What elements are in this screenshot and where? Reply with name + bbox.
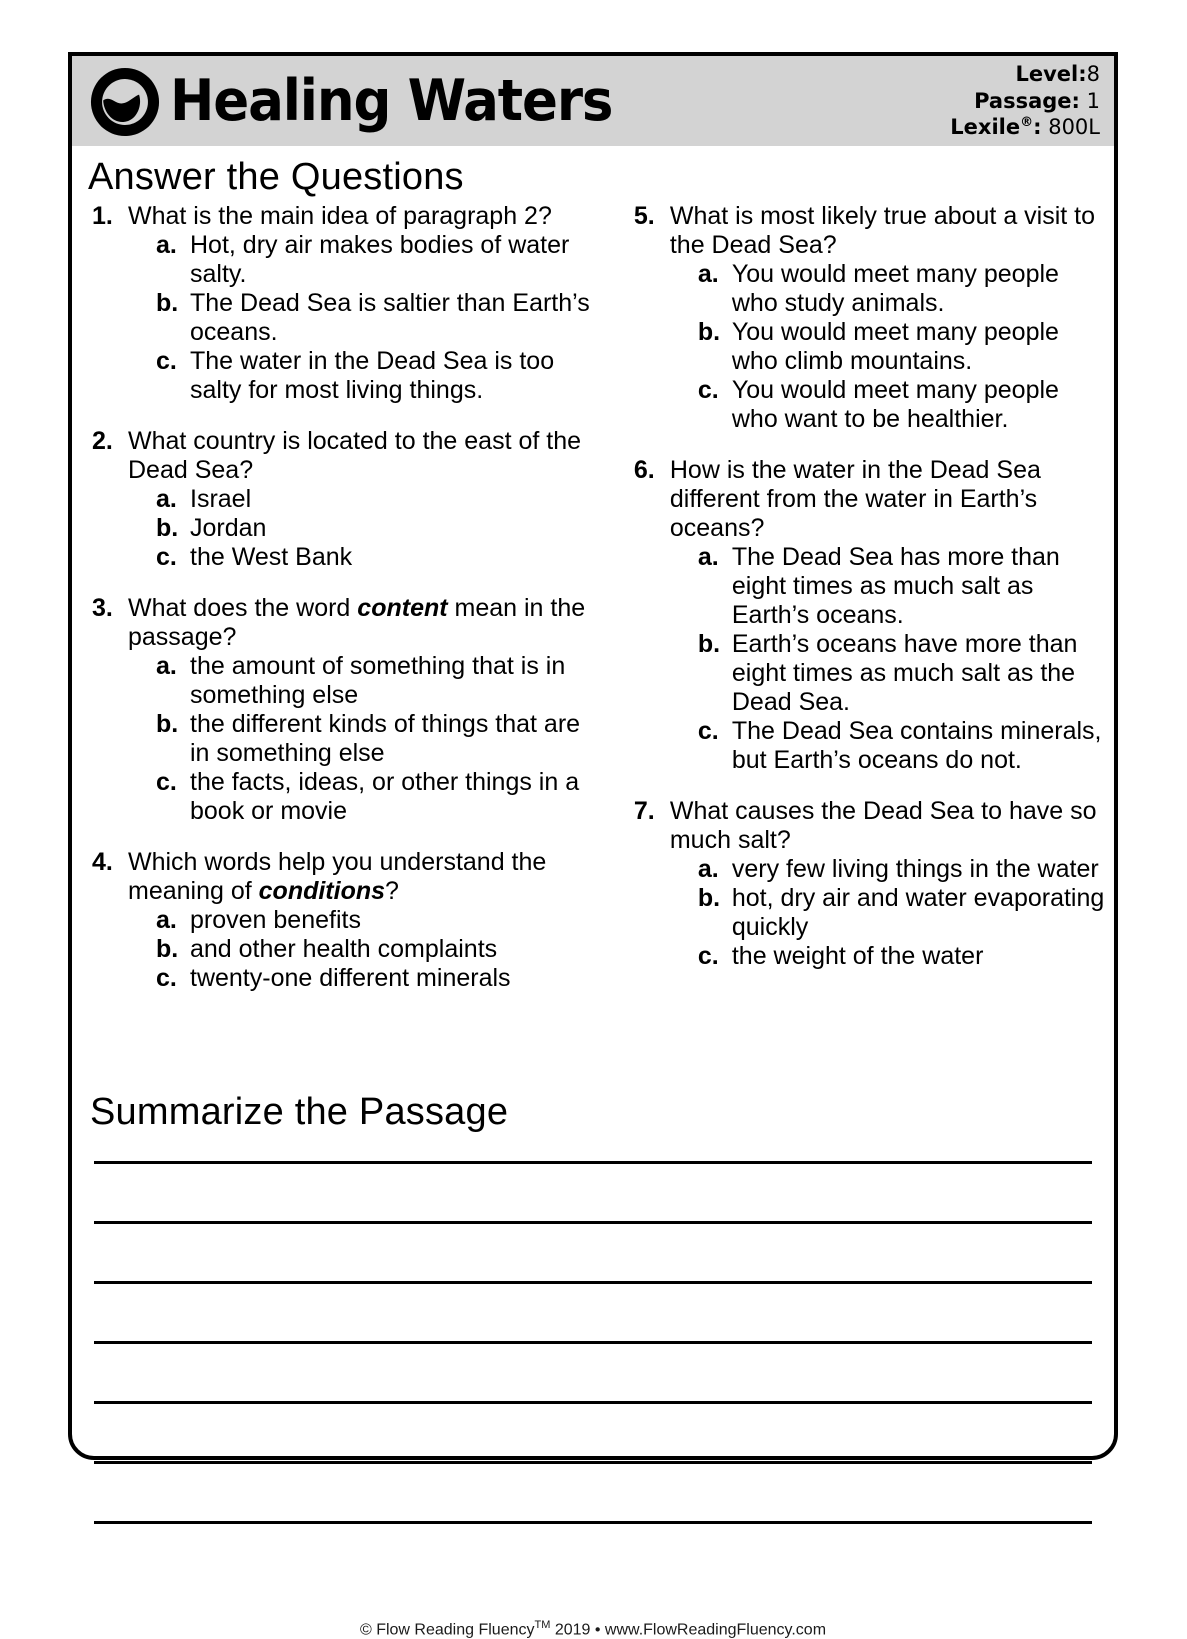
choice-text: Hot, dry air makes bodies of water salty. — [190, 231, 570, 288]
choice-letter: c. — [156, 768, 177, 796]
choice-text: proven benefits — [190, 906, 361, 934]
choice-letter: c. — [156, 347, 177, 375]
question-text — [128, 594, 602, 652]
choice-text: The Dead Sea is saltier than Earth’s oceans. — [190, 289, 590, 346]
choice-text: the West Bank — [190, 543, 353, 571]
choice-text: Israel — [190, 485, 252, 513]
meta-passage-label: Passage: — [974, 88, 1080, 113]
question-item — [90, 594, 602, 826]
summary-line[interactable] — [94, 1281, 1092, 1284]
choice-letter: a. — [697, 855, 719, 883]
questions-column-right — [608, 202, 1114, 993]
choice-text: The Dead Sea contains minerals, but Earth’s oceans do not. — [731, 717, 1102, 774]
answer-choice[interactable] — [698, 855, 1110, 884]
question-number: 4. — [92, 848, 113, 876]
question-number: 3. — [92, 594, 113, 622]
meta-level-value: 8 — [1086, 62, 1100, 87]
summary-line[interactable] — [94, 1221, 1092, 1224]
choice-text: very few living things in the water — [731, 855, 1099, 883]
meta-passage-value: 1 — [1086, 88, 1100, 113]
choice-letter: b. — [697, 884, 721, 912]
answer-choice[interactable] — [698, 630, 1110, 717]
meta-lexile-colon: : — [1033, 115, 1042, 140]
question-body — [128, 848, 602, 993]
meta-lexile-row — [950, 114, 1100, 140]
choice-letter: a. — [156, 231, 177, 259]
answer-choices — [670, 855, 1110, 971]
choice-text: The water in the Dead Sea is too salty for most living things. — [190, 347, 555, 404]
choice-letter: c. — [697, 376, 719, 404]
questions-column-left — [72, 202, 608, 993]
choice-text: The Dead Sea has more than eight times as much salt as Earth’s oceans. — [731, 543, 1060, 629]
choice-letter: b. — [697, 318, 721, 346]
answer-choice[interactable] — [698, 260, 1110, 318]
question-emphasis-word: conditions — [258, 877, 386, 905]
choice-text: Jordan — [190, 514, 267, 542]
question-body — [128, 427, 602, 572]
question-body — [128, 594, 602, 826]
meta-level-row — [950, 61, 1100, 87]
question-number: 5. — [633, 202, 655, 230]
answer-choice[interactable] — [156, 652, 602, 710]
choice-text: You would meet many people who study animals. — [731, 260, 1059, 317]
answer-choice[interactable] — [156, 514, 602, 543]
choice-text: You would meet many people who want to be healthier. — [731, 376, 1059, 433]
question-item — [632, 797, 1110, 971]
choice-text: You would meet many people who climb mountains. — [731, 318, 1059, 375]
choice-letter: c. — [156, 964, 177, 992]
question-text: What is most likely true about a visit to the Dead Sea? — [669, 202, 1096, 259]
question-number: 1. — [92, 202, 113, 230]
summary-line[interactable] — [94, 1461, 1092, 1464]
summary-line[interactable] — [94, 1341, 1092, 1344]
worksheet-header — [72, 56, 1114, 146]
question-item — [90, 848, 602, 993]
brand-block — [88, 63, 950, 139]
worksheet-body — [72, 146, 1114, 1639]
question-text-before: Which words help you understand the meaning of — [128, 848, 547, 905]
question-item — [90, 427, 602, 572]
answer-choice[interactable] — [698, 717, 1110, 775]
choice-letter: c. — [697, 942, 719, 970]
answer-choice[interactable] — [698, 318, 1110, 376]
answer-choices — [128, 231, 602, 405]
answer-choice[interactable] — [156, 964, 602, 993]
choice-letter: a. — [697, 260, 719, 288]
answer-choice[interactable] — [156, 543, 602, 572]
answer-questions-heading: Answer the Questions — [88, 156, 464, 198]
answer-choices — [128, 485, 602, 572]
choice-letter: a. — [156, 906, 177, 934]
choice-text: the weight of the water — [731, 942, 984, 970]
page-title: Healing Waters — [170, 67, 613, 134]
meta-lexile-label: Lexile — [950, 115, 1021, 140]
question-body — [670, 456, 1110, 775]
worksheet-frame — [68, 52, 1118, 1639]
choice-letter: b. — [156, 710, 179, 738]
question-text: What is the main idea of paragraph 2? — [128, 202, 552, 230]
choice-text: the facts, ideas, or other things in a book or movie — [190, 768, 580, 825]
choice-letter: b. — [156, 935, 179, 963]
answer-choice[interactable] — [156, 710, 602, 768]
choice-text: the different kinds of things that are in something else — [190, 710, 581, 767]
answer-choices — [128, 652, 602, 826]
answer-choice[interactable] — [156, 231, 602, 289]
choice-text: Earth’s oceans have more than eight times as much salt as the Dead Sea. — [731, 630, 1078, 716]
question-emphasis-word: content — [357, 594, 448, 622]
choice-text: twenty-one different minerals — [190, 964, 511, 992]
passage-meta — [950, 61, 1100, 140]
answer-choice[interactable] — [156, 935, 602, 964]
question-text: How is the water in the Dead Sea different from the water in Earth’s oceans? — [669, 456, 1041, 542]
summary-line[interactable] — [94, 1161, 1092, 1164]
answer-choice[interactable] — [156, 768, 602, 826]
question-text-after: mean in the passage? — [128, 594, 586, 651]
answer-choices — [670, 543, 1110, 775]
question-item — [632, 202, 1110, 434]
choice-text: and other health complaints — [190, 935, 498, 963]
answer-choice[interactable] — [156, 906, 602, 935]
footer-copyright: © Flow Reading Fluency — [359, 1621, 535, 1639]
question-text-after: ? — [385, 877, 399, 905]
choice-letter: a. — [156, 652, 177, 680]
meta-level-label: Level: — [1015, 62, 1087, 87]
answer-choice[interactable] — [156, 485, 602, 514]
question-number: 7. — [633, 797, 655, 825]
choice-letter: a. — [156, 485, 177, 513]
question-text: What country is located to the east of the Dead Sea? — [128, 427, 582, 484]
choice-text: hot, dry air and water evaporating quickly — [731, 884, 1105, 941]
choice-letter: c. — [697, 717, 719, 745]
footer-year-site: 2019 • www.FlowReadingFluency.com — [550, 1621, 827, 1639]
choice-letter: a. — [697, 543, 719, 571]
question-text — [128, 848, 602, 906]
footer-credit — [72, 1619, 1114, 1639]
answer-choice[interactable] — [156, 289, 602, 347]
registered-trademark-icon: ® — [1020, 115, 1034, 131]
answer-choice[interactable] — [698, 942, 1110, 971]
answer-choice[interactable] — [156, 347, 602, 405]
summary-line[interactable] — [94, 1521, 1092, 1524]
choice-letter: b. — [697, 630, 721, 658]
answer-choices — [670, 260, 1110, 434]
choice-letter: c. — [156, 543, 177, 571]
meta-passage-row — [950, 88, 1100, 114]
answer-choice[interactable] — [698, 884, 1110, 942]
questions-columns — [72, 202, 1114, 993]
answer-choice[interactable] — [698, 543, 1110, 630]
answer-choices — [128, 906, 602, 993]
summary-writing-lines[interactable] — [94, 1161, 1092, 1524]
summarize-passage-heading: Summarize the Passage — [90, 1091, 509, 1133]
question-text-before: What does the word — [128, 594, 358, 622]
question-body — [670, 797, 1110, 971]
question-text: What causes the Dead Sea to have so much salt? — [669, 797, 1097, 854]
answer-choice[interactable] — [698, 376, 1110, 434]
summary-line[interactable] — [94, 1401, 1092, 1404]
trademark-icon: TM — [534, 1619, 551, 1631]
question-body — [128, 202, 602, 405]
choice-letter: b. — [156, 514, 179, 542]
question-number: 2. — [92, 427, 113, 455]
choice-letter: b. — [156, 289, 179, 317]
question-body — [670, 202, 1110, 434]
water-drop-circle-logo-icon — [88, 65, 162, 139]
question-number: 6. — [633, 456, 655, 484]
meta-lexile-value: 800L — [1048, 115, 1100, 140]
choice-text: the amount of something that is in something else — [190, 652, 566, 709]
question-item — [632, 456, 1110, 775]
question-item — [90, 202, 602, 405]
